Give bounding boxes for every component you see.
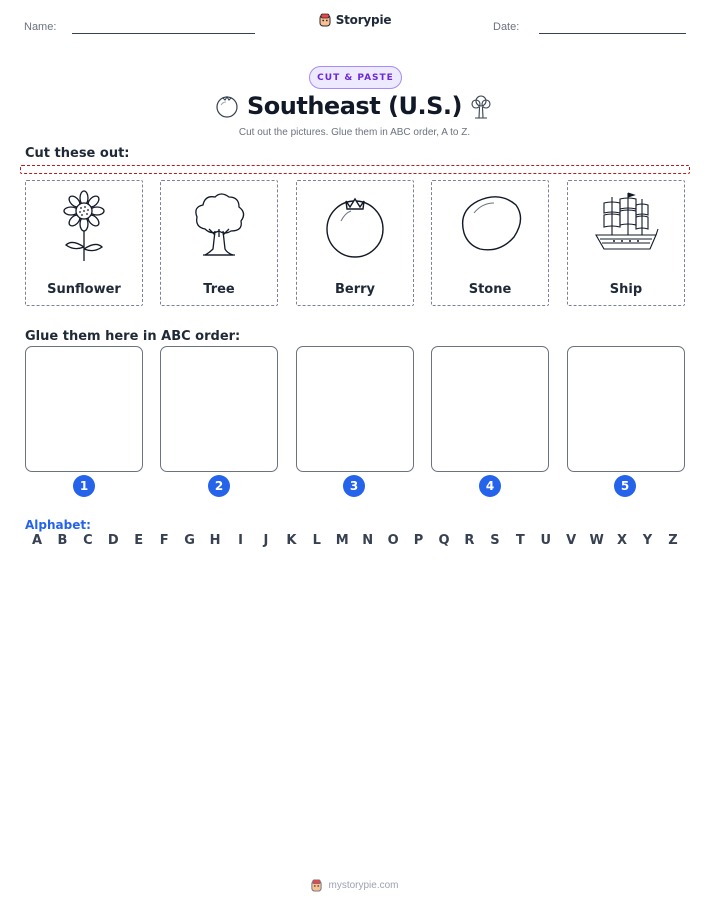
alphabet-letter: Z	[668, 533, 678, 548]
brand-logo	[0, 13, 709, 27]
page-title: Southeast (U.S.)	[247, 92, 462, 120]
alphabet-letter: L	[312, 533, 321, 548]
alphabet-letter: G	[184, 533, 195, 548]
alphabet-letter: I	[238, 533, 243, 548]
alphabet-label: Alphabet:	[25, 518, 91, 532]
alphabet-letter: X	[617, 533, 628, 548]
cut-line	[20, 165, 690, 174]
glue-box-2[interactable]	[160, 346, 278, 472]
alphabet-letter: S	[490, 533, 500, 548]
card-label: Sunflower	[47, 282, 121, 297]
alphabet-letter: P	[413, 533, 424, 548]
date-label: Date:	[493, 21, 520, 33]
glue-box-1[interactable]	[25, 346, 143, 472]
card-label: Ship	[609, 282, 643, 297]
ship-icon	[592, 189, 660, 261]
card-label: Stone	[468, 282, 512, 297]
mascot-icon	[318, 13, 332, 27]
name-field[interactable]	[72, 33, 255, 34]
tree-icon	[467, 92, 495, 120]
activity-badge: CUT & PASTE	[309, 66, 402, 89]
berry-icon	[321, 189, 389, 261]
alphabet-letter: K	[286, 533, 297, 548]
stone-icon	[456, 189, 524, 261]
name-label: Name:	[24, 21, 57, 33]
alphabet-letter: W	[589, 533, 604, 548]
alphabet-letter: F	[159, 533, 169, 548]
number-badge-4: 4	[479, 475, 501, 497]
alphabet-letter: Y	[642, 533, 653, 548]
tree-icon	[185, 189, 253, 261]
alphabet-letter: E	[134, 533, 144, 548]
alphabet-letter: D	[107, 533, 119, 548]
number-badge-5: 5	[614, 475, 636, 497]
footer-url: mystorypie.com	[328, 880, 399, 891]
footer	[0, 879, 709, 892]
number-badge-2: 2	[208, 475, 230, 497]
alphabet-letter: R	[464, 533, 475, 548]
alphabet-letter: M	[335, 533, 349, 548]
brand-name: Storypie	[335, 13, 392, 27]
number-badge-3: 3	[343, 475, 365, 497]
instructions: Cut out the pictures. Glue them in ABC order, A to Z.	[238, 127, 471, 138]
alphabet-letter: C	[83, 533, 93, 548]
glue-box-5[interactable]	[567, 346, 685, 472]
cut-card-tree[interactable]	[160, 180, 278, 306]
glue-box-3[interactable]	[296, 346, 414, 472]
cut-card-stone[interactable]	[431, 180, 549, 306]
alphabet-letter: U	[540, 533, 552, 548]
alphabet-letter: V	[566, 533, 577, 548]
card-label: Tree	[203, 282, 235, 297]
alphabet-letter: Q	[438, 533, 450, 548]
alphabet-letter: H	[209, 533, 221, 548]
card-label: Berry	[334, 282, 376, 297]
alphabet-letter: O	[387, 533, 399, 548]
cut-card-sunflower[interactable]	[25, 180, 143, 306]
number-badge-1: 1	[73, 475, 95, 497]
cut-card-ship[interactable]	[567, 180, 685, 306]
glue-section-label: Glue them here in ABC order:	[25, 329, 241, 344]
sunflower-icon	[50, 189, 118, 261]
mascot-icon	[310, 879, 323, 892]
alphabet-row	[25, 533, 685, 548]
alphabet-letter: J	[263, 533, 269, 548]
alphabet-letter: T	[515, 533, 525, 548]
glue-box-4[interactable]	[431, 346, 549, 472]
alphabet-letter: A	[31, 533, 43, 548]
alphabet-letter: B	[57, 533, 68, 548]
cut-card-berry[interactable]	[296, 180, 414, 306]
alphabet-letter: N	[362, 533, 374, 548]
date-field[interactable]	[539, 33, 686, 34]
cut-section-label: Cut these out:	[25, 146, 130, 161]
